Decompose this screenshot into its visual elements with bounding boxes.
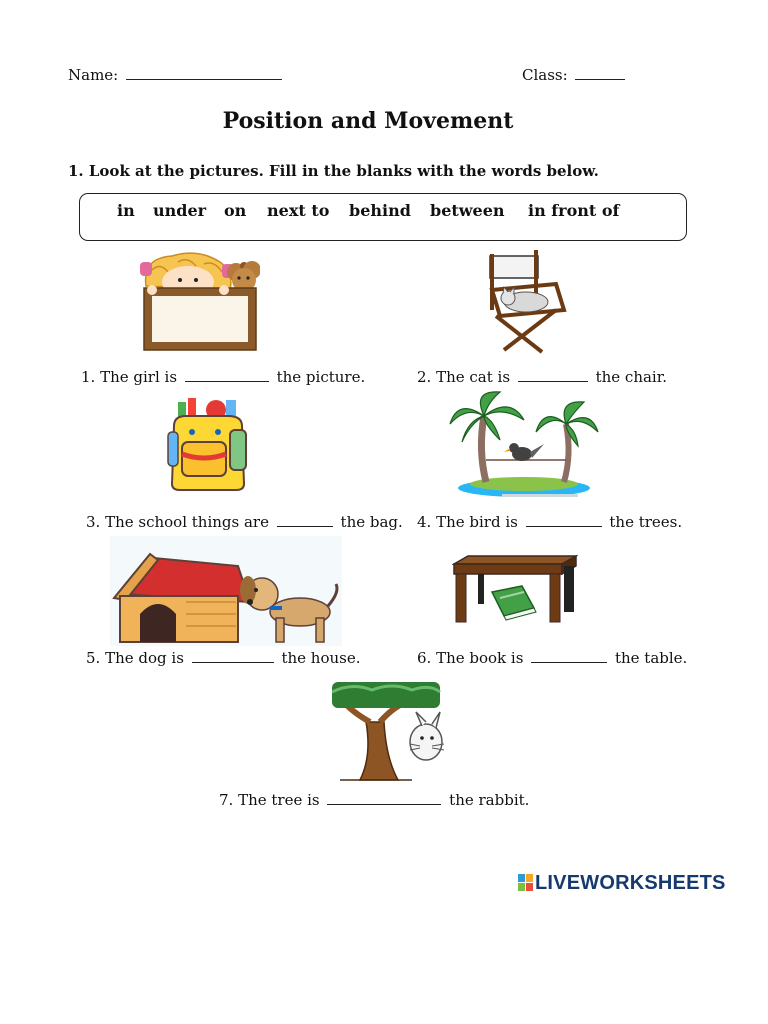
- sentence-3: [86, 513, 403, 531]
- tree-in-front-of-rabbit-icon: [332, 682, 448, 782]
- logo-text: LIVEWORKSHEETS: [535, 872, 726, 894]
- class-blank[interactable]: [575, 67, 625, 80]
- sentence-text-after: the table.: [614, 649, 688, 667]
- dog-next-to-house-icon: [110, 536, 342, 646]
- liveworksheets-logo: [518, 872, 726, 895]
- answer-blank[interactable]: [531, 650, 607, 663]
- instruction: 1. Look at the pictures. Fill in the blanks with the words below.: [68, 162, 599, 180]
- sentence-4: [417, 513, 682, 531]
- sentence-text-before: 6. The book is: [417, 649, 524, 667]
- sentence-text-before: 7. The tree is: [219, 791, 320, 809]
- answer-blank[interactable]: [526, 514, 602, 527]
- word-bank-item: in: [117, 201, 135, 220]
- sentence-6: [417, 649, 687, 667]
- book-under-table-icon: [452, 554, 578, 624]
- cat-under-chair-icon: [486, 250, 570, 354]
- answer-blank[interactable]: [185, 369, 269, 382]
- word-bank-item: in front of: [528, 201, 620, 220]
- school-bag-icon: [166, 396, 252, 494]
- sentence-text-before: 2. The cat is: [417, 368, 511, 386]
- answer-blank[interactable]: [327, 792, 441, 805]
- sentence-text-before: 5. The dog is: [86, 649, 184, 667]
- sentence-text-before: 4. The bird is: [417, 513, 518, 531]
- sentence-1: [81, 368, 365, 386]
- sentence-text-before: 1. The girl is: [81, 368, 178, 386]
- word-bank-item: under: [153, 201, 207, 220]
- answer-blank[interactable]: [192, 650, 274, 663]
- word-bank-item: between: [430, 201, 505, 220]
- word-bank-item: behind: [349, 201, 411, 220]
- page-title: Position and Movement: [222, 108, 514, 134]
- answer-blank[interactable]: [277, 514, 333, 527]
- answer-blank[interactable]: [518, 369, 588, 382]
- sentence-text-after: the chair.: [595, 368, 668, 386]
- sentence-2: [417, 368, 667, 386]
- sentence-text-after: the trees.: [609, 513, 683, 531]
- class-label: Class:: [522, 66, 568, 84]
- sentence-text-after: the house.: [281, 649, 361, 667]
- name-blank[interactable]: [126, 67, 282, 80]
- name-field: [68, 66, 285, 84]
- word-bank-item: on: [224, 201, 247, 220]
- girl-behind-picture-icon: [138, 250, 260, 354]
- bird-between-trees-icon: [448, 390, 600, 500]
- class-field: [522, 66, 628, 84]
- liveworksheets-logo-icon: [518, 874, 534, 892]
- sentence-text-after: the rabbit.: [449, 791, 530, 809]
- sentence-7: [219, 791, 529, 809]
- sentence-text-before: 3. The school things are: [86, 513, 269, 531]
- sentence-5: [86, 649, 360, 667]
- word-bank-item: next to: [267, 201, 330, 220]
- sentence-text-after: the picture.: [276, 368, 366, 386]
- name-label: Name:: [68, 66, 119, 84]
- sentence-text-after: the bag.: [340, 513, 403, 531]
